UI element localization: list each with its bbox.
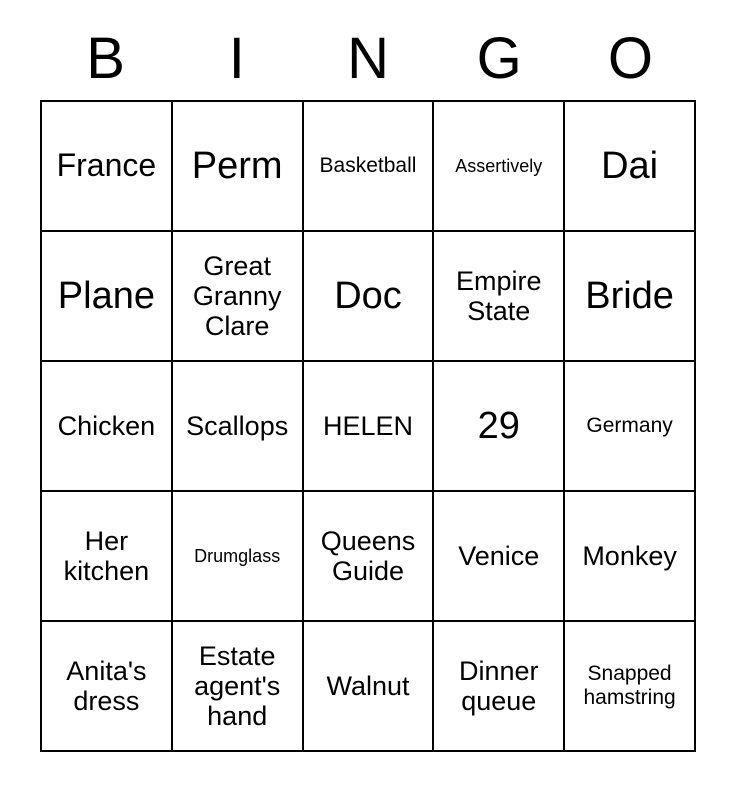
bingo-cell[interactable] [42,232,173,362]
bingo-cell-label: Plane [57,274,155,317]
header-letter-i: I [228,26,245,91]
bingo-cell[interactable] [304,622,435,752]
bingo-cell[interactable] [304,362,435,492]
bingo-cell-label: Empire State [456,265,542,326]
bingo-cell[interactable] [565,362,696,492]
bingo-cell-label: Bride [585,274,674,317]
header-letter-g: G [476,26,522,91]
bingo-cell[interactable] [565,102,696,232]
bingo-row [42,492,696,622]
bingo-grid [40,100,696,752]
bingo-cell[interactable] [173,232,304,362]
bingo-cell[interactable] [565,232,696,362]
bingo-header [40,18,696,100]
bingo-row [42,362,696,492]
bingo-cell-label: Queens Guide [320,525,416,586]
bingo-cell-label: Anita's dress [66,655,147,716]
bingo-cell-label: Drumglass [194,545,281,566]
bingo-cell[interactable] [434,232,565,362]
bingo-cell[interactable] [42,362,173,492]
bingo-cell[interactable] [42,492,173,622]
bingo-cell-label: Dinner queue [459,655,539,716]
bingo-cell-label: Perm [191,144,283,187]
bingo-cell-label: Venice [458,540,540,571]
bingo-cell[interactable] [434,102,565,232]
bingo-cell-label: Chicken [57,410,156,441]
bingo-cell-label: Basketball [319,154,417,178]
bingo-cell[interactable] [565,492,696,622]
bingo-cell-label: Her kitchen [63,525,150,586]
bingo-cell-label: Estate agent's hand [194,640,281,732]
bingo-cell-label: Scallops [186,410,289,441]
bingo-cell[interactable] [434,622,565,752]
bingo-cell[interactable] [565,622,696,752]
bingo-row [42,622,696,752]
bingo-cell-label: Germany [586,414,673,438]
bingo-cell-label: HELEN [322,410,413,441]
bingo-cell-label: Walnut [326,670,410,701]
bingo-cell[interactable] [304,232,435,362]
bingo-cell-label: Snapped hamstring [583,662,676,709]
bingo-cell-label: Assertively [455,155,543,176]
bingo-cell[interactable] [42,102,173,232]
bingo-cell-label: Dai [601,144,659,187]
bingo-cell[interactable] [434,362,565,492]
bingo-cell-label: Doc [334,274,402,317]
bingo-cell[interactable] [173,362,304,492]
bingo-cell[interactable] [42,622,173,752]
header-letter-b: B [86,26,125,91]
bingo-cell[interactable] [173,102,304,232]
bingo-cell[interactable] [173,492,304,622]
bingo-cell[interactable] [434,492,565,622]
bingo-cell[interactable] [304,492,435,622]
bingo-cell-label: Monkey [582,540,677,571]
bingo-cell[interactable] [304,102,435,232]
header-letter-o: O [607,26,653,91]
bingo-cell-label: 29 [477,404,520,447]
bingo-cell[interactable] [173,622,304,752]
bingo-row [42,232,696,362]
bingo-cell-label: Great Granny Clare [192,250,282,342]
bingo-cell-label: France [56,147,157,184]
header-letter-n: N [347,26,389,91]
bingo-row [42,102,696,232]
